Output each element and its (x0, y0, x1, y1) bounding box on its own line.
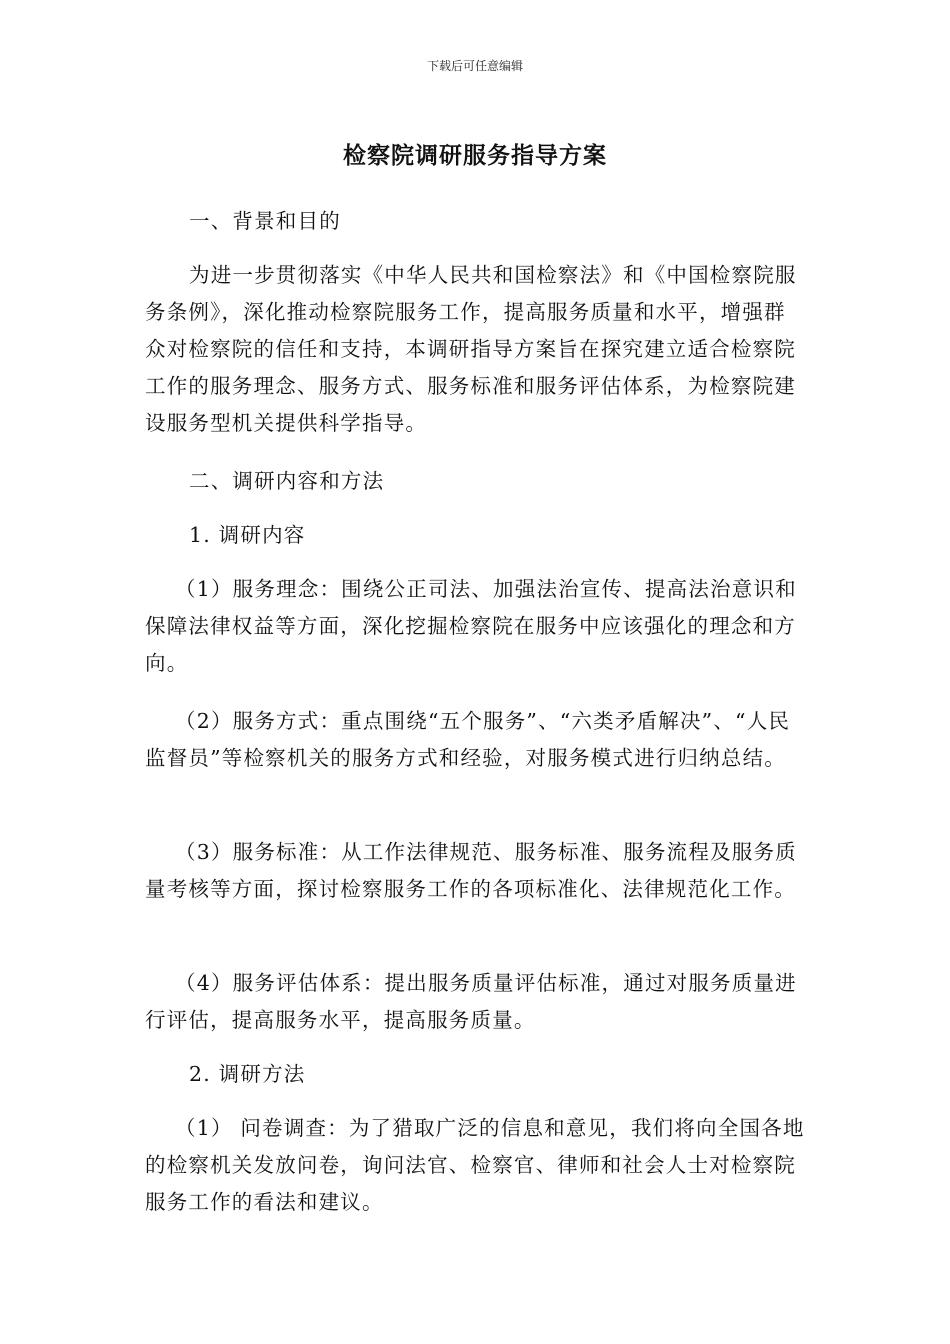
content-item-service-evaluation: （4）服务评估体系：提出服务质量评估标准，通过对服务质量进行评估，提高服务水平，提高服务质量。 (145, 971, 797, 1032)
content-item-service-mode: （2）服务方式：重点围绕“五个服务”、“六类矛盾解决”、“人民监督员”等检察机关的服务方式和经验，对服务模式进行归纳总结。 (145, 709, 791, 770)
section-heading-background: 一、背景和目的 (189, 209, 341, 233)
content-item-service-concept: （1）服务理念：围绕公正司法、加强法治宣传、提高法治意识和保障法律权益等方面，深化挖掘检察院在服务中应该强化的理念和方向。 (145, 577, 797, 675)
subsection-heading-content: 1. 调研内容 (189, 523, 306, 547)
subsection-heading-method: 2. 调研方法 (189, 1062, 306, 1086)
document-title: 检察院调研服务指导方案 (343, 143, 607, 169)
header-note: 下载后可任意编辑 (426, 59, 523, 73)
section-heading-content-method: 二、调研内容和方法 (189, 469, 385, 493)
background-paragraph: 为进一步贯彻落实《中华人民共和国检察法》和《中国检察院服务条例》，深化推动检察院服务工作，提高服务质量和水平，增强群众对检察院的信任和支持，本调研指导方案旨在探究建立适合检察院工作的服务理念、服务方式、服务标准和服务评估体系，为检察院建设服务型机关提供科学指导。 (145, 263, 797, 435)
content-item-service-standard: （3）服务标准：从工作法律规范、服务标准、服务流程及服务质量考核等方面，探讨检察服务工作的各项标准化、法律规范化工作。 (145, 840, 797, 901)
method-item-questionnaire: （1） 问卷调查：为了猎取广泛的信息和意见，我们将向全国各地的检察机关发放问卷，询问法官、检察官、律师和社会人士对检察院服务工作的看法和建议。 (145, 1116, 805, 1214)
